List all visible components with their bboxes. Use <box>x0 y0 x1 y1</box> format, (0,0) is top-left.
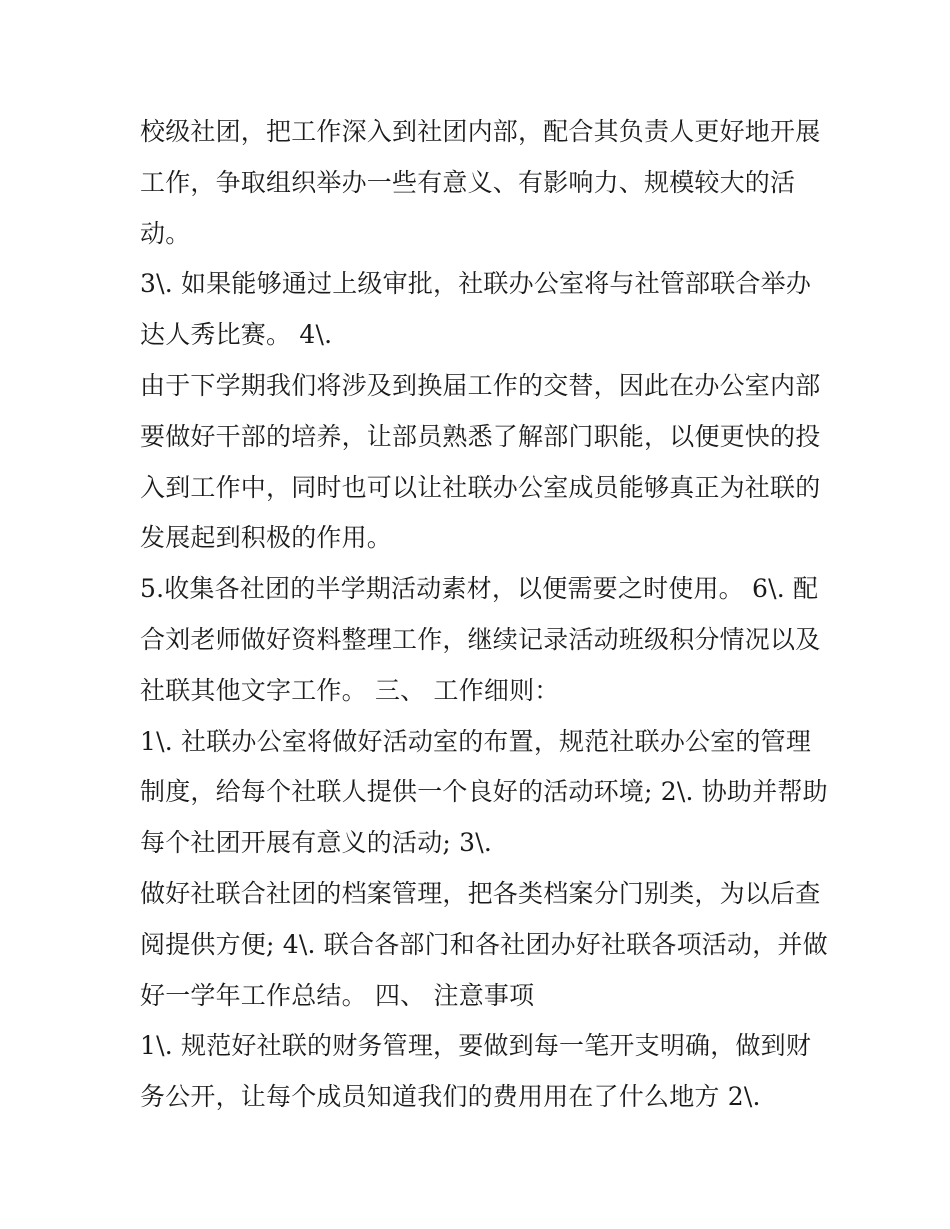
body-text <box>140 107 828 1123</box>
text-line: 好一学年工作总结。 四、 注意事项 <box>140 980 535 1010</box>
text-line: 做好社联合社团的档案管理，把各类档案分门别类，为以后查 <box>140 878 821 908</box>
text-line: 动。 <box>140 218 191 248</box>
text-line: 达人秀比赛。 4\. <box>140 320 333 350</box>
text-line: 制度，给每个社联人提供一个良好的活动环境; 2\. 协助并帮助 <box>140 777 828 807</box>
text-line: 阅提供方便; 4\. 联合各部门和各社团办好社联各项活动，并做 <box>140 929 828 959</box>
text-line: 入到工作中，同时也可以让社联办公室成员能够真正为社联的 <box>140 472 821 502</box>
text-line: 由于下学期我们将涉及到换届工作的交替，因此在办公室内部 <box>140 370 821 400</box>
text-line: 合刘老师做好资料整理工作，继续记录活动班级积分情况以及 <box>140 624 821 654</box>
text-line: 社联其他文字工作。 三、 工作细则： <box>140 675 560 705</box>
text-line: 1\. 社联办公室将做好活动室的布置，规范社联办公室的管理 <box>140 726 812 756</box>
text-line: 5.收集各社团的半学期活动素材，以便需要之时使用。 6\. 配 <box>140 574 819 604</box>
text-line: 要做好干部的培养，让部员熟悉了解部门职能，以便更快的投 <box>140 421 821 451</box>
text-line: 务公开，让每个成员知道我们的费用用在了什么地方 2\. <box>140 1082 761 1112</box>
text-line: 校级社团，把工作深入到社团内部，配合其负责人更好地开展 <box>140 117 821 146</box>
text-line: 3\. 如果能够通过上级审批，社联办公室将与社管部联合举办 <box>140 269 812 299</box>
text-line: 1\. 规范好社联的财务管理，要做到每一笔开支明确，做到财 <box>140 1031 812 1061</box>
text-line: 发展起到积极的作用。 <box>140 523 393 553</box>
text-line: 工作，争取组织举办一些有意义、有影响力、规模较大的活 <box>140 167 796 197</box>
text-line: 每个社团开展有意义的活动; 3\. <box>140 828 493 858</box>
